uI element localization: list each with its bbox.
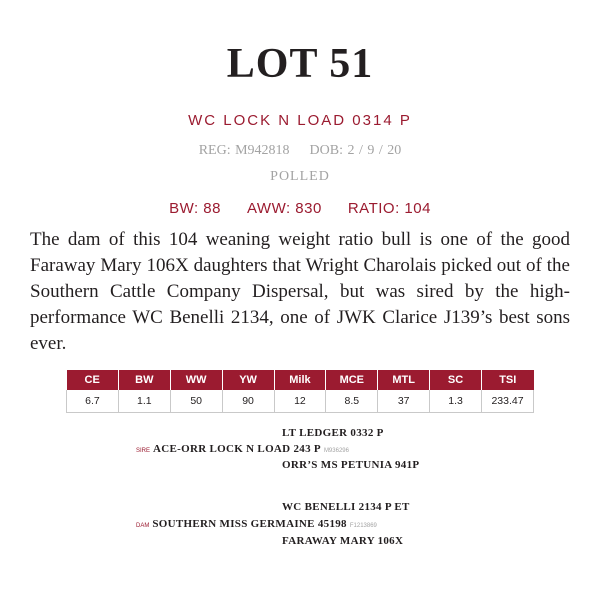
epd-value-yw: 90 (222, 390, 274, 413)
dob-value: 2 / 9 / 20 (347, 143, 402, 158)
pedigree-dam-line (136, 518, 377, 530)
epd-header-ww: WW (170, 370, 222, 390)
birth-weight-stat: BW: 88 (169, 200, 221, 217)
reg-number: M942818 (235, 143, 290, 158)
epd-header-tsi: TSI (482, 370, 534, 390)
dob-label: DOB: (309, 143, 343, 158)
epd-value-sc: 1.3 (430, 390, 482, 413)
epd-header-row (67, 370, 534, 390)
epd-header-yw: YW (222, 370, 274, 390)
epd-header-mtl: MTL (378, 370, 430, 390)
epd-table (66, 370, 534, 413)
epd-header-sc: SC (430, 370, 482, 390)
epd-value-milk: 12 (274, 390, 326, 413)
performance-stats (0, 200, 600, 217)
pedigree-sire-dam: ORR’S MS PETUNIA 941P (282, 459, 420, 471)
dam-reg-number: F1213869 (349, 523, 377, 529)
bull-name: WC LOCK N LOAD 0314 P (188, 112, 412, 129)
sire-reg-number: M936296 (323, 448, 349, 454)
epd-value-ww: 50 (170, 390, 222, 413)
pedigree-sire-sire: LT LEDGER 0332 P (282, 427, 384, 439)
pedigree-sire-line (136, 443, 349, 455)
epd-header-bw: BW (118, 370, 170, 390)
adjusted-weaning-weight-stat: AWW: 830 (246, 200, 322, 217)
epd-value-mce: 8.5 (326, 390, 378, 413)
lot-title: LOT 51 (226, 41, 374, 87)
epd-header-ce: CE (67, 370, 119, 390)
epd-value-ce: 6.7 (67, 390, 119, 413)
pedigree-dam: SOUTHERN MISS GERMAINE 45198 (152, 518, 347, 530)
epd-value-bw: 1.1 (118, 390, 170, 413)
reg-label: REG: (198, 143, 231, 158)
dam-tag: DAM (136, 523, 150, 529)
pedigree-dam-dam: FARAWAY MARY 106X (282, 535, 404, 547)
ratio-stat: RATIO: 104 (347, 200, 431, 217)
registration-line (0, 143, 600, 159)
pedigree-sire: ACE-ORR LOCK N LOAD 243 P (153, 443, 321, 455)
sire-tag: SIRE (136, 448, 151, 454)
pedigree-dam-sire: WC BENELLI 2134 P ET (282, 501, 410, 513)
epd-header-mce: MCE (326, 370, 378, 390)
epd-value-mtl: 37 (378, 390, 430, 413)
polled-status: POLLED (270, 169, 330, 184)
lot-description: The dam of this 104 weaning weight ratio bull is one of the good Faraway Mary 106X daughters that Wright Charolais picked out of the Southern Cattle Company Dispersal, but was sired by the high-performance WC Benelli 2134, one of JWK Clarice J139’s best sons ever. (30, 229, 570, 354)
epd-header-milk: Milk (274, 370, 326, 390)
epd-value-row (67, 390, 534, 413)
epd-value-tsi: 233.47 (482, 390, 534, 413)
